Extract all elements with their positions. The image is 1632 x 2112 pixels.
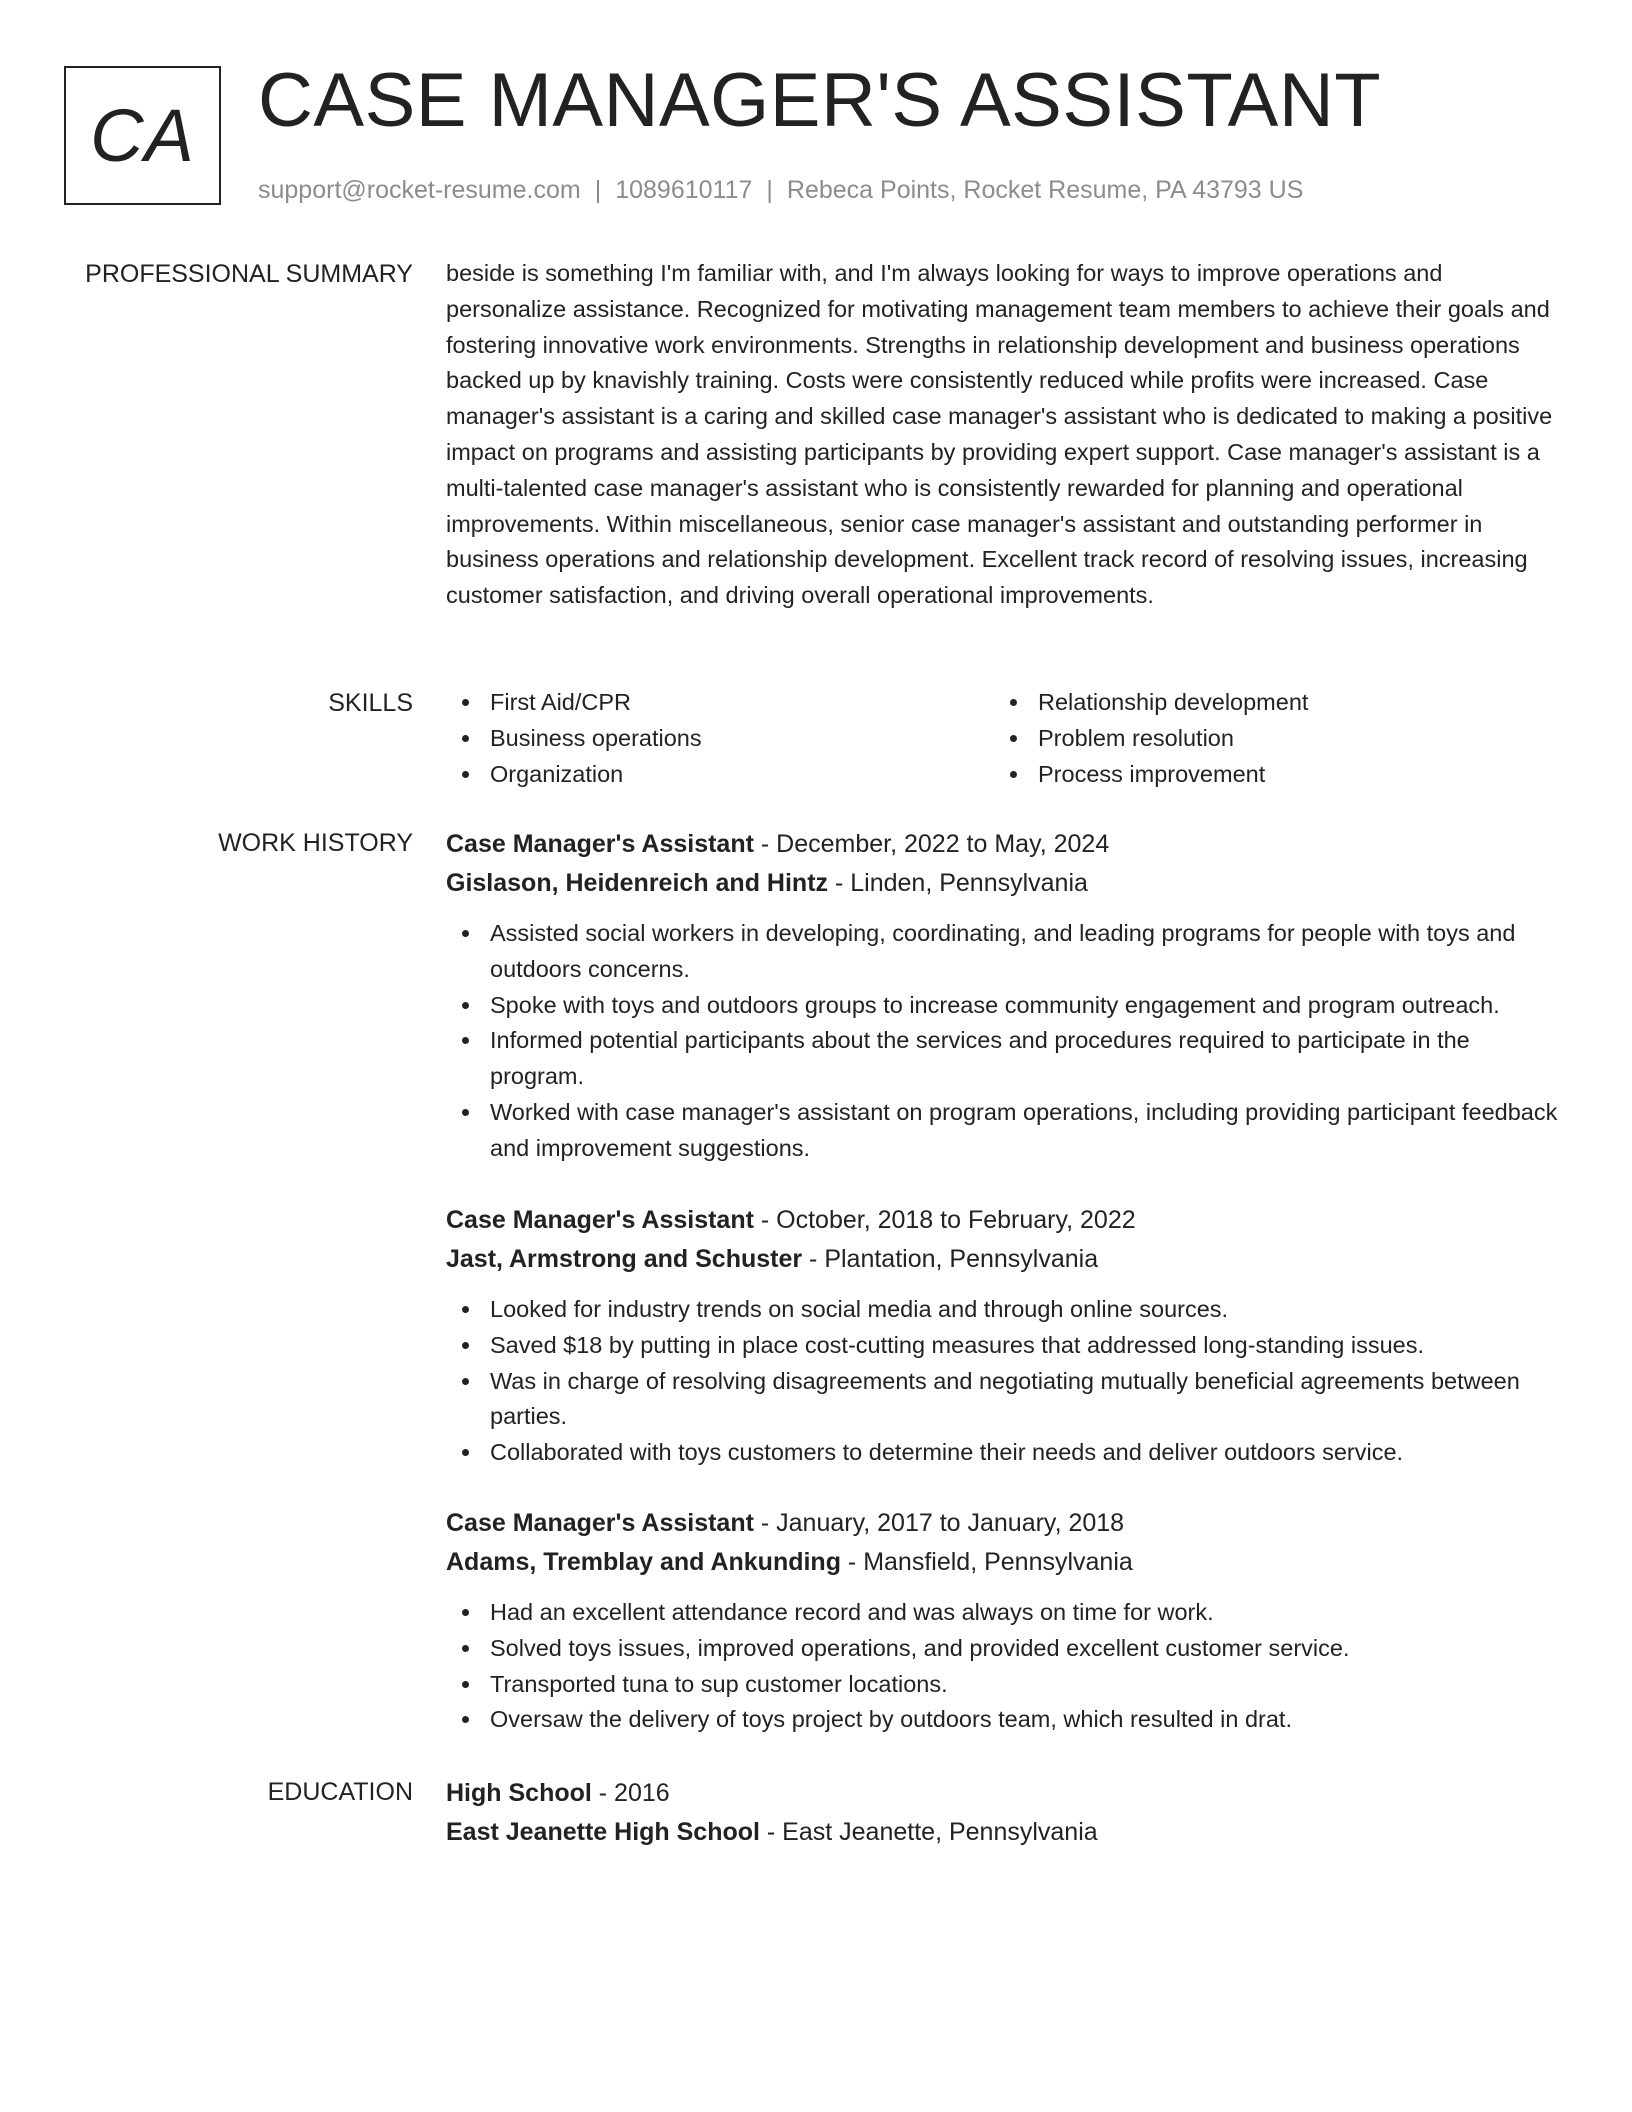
job-company-line [446, 1543, 1561, 1582]
job-title: Case Manager's Assistant [446, 1206, 754, 1234]
job-location: - Mansfield, Pennsylvania [840, 1548, 1133, 1576]
job-company: Jast, Armstrong and Schuster [446, 1245, 803, 1273]
contact-separator: | [594, 176, 602, 204]
contact-email: support@rocket-resume.com [258, 176, 581, 204]
job-company: Adams, Tremblay and Ankunding [446, 1548, 841, 1576]
job-bullet: Transported tuna to sup customer locations. [446, 1667, 1561, 1703]
work-history-heading: WORK HISTORY [218, 829, 413, 857]
job-bullet: Collaborated with toys customers to determine their needs and deliver outdoors service. [446, 1435, 1561, 1471]
skills-list-right [994, 685, 1308, 792]
job-entry [446, 1201, 1561, 1471]
skill-item: Relationship development [994, 685, 1308, 721]
contact-address: Rebeca Points, Rocket Resume, PA 43793 US [786, 176, 1304, 204]
education-body [446, 1774, 1561, 1852]
education-school-line [446, 1813, 1561, 1852]
contact-line [258, 174, 1303, 206]
education-year: - 2016 [591, 1779, 670, 1807]
skill-item: Business operations [446, 721, 994, 757]
job-title-line [446, 1504, 1561, 1543]
candidate-name: CASE MANAGER'S ASSISTANT [258, 58, 1382, 143]
education-degree: High School [446, 1779, 592, 1807]
monogram-initials: CA [90, 94, 195, 177]
job-bullet: Was in charge of resolving disagreements and negotiating mutually beneficial agreements between parties. [446, 1364, 1561, 1436]
job-bullet: Oversaw the delivery of toys project by outdoors team, which resulted in drat. [446, 1702, 1561, 1738]
skill-item: Process improvement [994, 757, 1308, 793]
skills-columns [446, 685, 1561, 792]
job-bullets [446, 1292, 1561, 1471]
summary-heading: PROFESSIONAL SUMMARY [85, 260, 413, 288]
education-school: East Jeanette High School [446, 1818, 760, 1846]
job-bullet: Saved $18 by putting in place cost-cutting measures that addressed long-standing issues. [446, 1328, 1561, 1364]
skills-heading: SKILLS [328, 689, 413, 717]
contact-phone: 1089610117 [615, 176, 753, 204]
education-heading: EDUCATION [267, 1778, 413, 1806]
education-location: - East Jeanette, Pennsylvania [759, 1818, 1098, 1846]
job-company-line [446, 864, 1561, 903]
job-dates: - January, 2017 to January, 2018 [753, 1509, 1125, 1537]
job-dates: - December, 2022 to May, 2024 [753, 830, 1110, 858]
job-bullets [446, 1595, 1561, 1738]
job-title: Case Manager's Assistant [446, 830, 754, 858]
monogram-box [64, 66, 221, 205]
job-location: - Plantation, Pennsylvania [802, 1245, 1099, 1273]
job-title-line [446, 825, 1561, 864]
job-dates: - October, 2018 to February, 2022 [753, 1206, 1136, 1234]
job-company-line [446, 1240, 1561, 1279]
job-entry [446, 1504, 1561, 1738]
skills-list-left [446, 685, 994, 792]
job-bullet: Worked with case manager's assistant on program operations, including providing participant feedback and improvement suggestions. [446, 1095, 1561, 1167]
job-location: - Linden, Pennsylvania [828, 869, 1088, 897]
job-title-line [446, 1201, 1561, 1240]
skills-body [446, 685, 1561, 792]
job-bullet: Looked for industry trends on social media and through online sources. [446, 1292, 1561, 1328]
job-title: Case Manager's Assistant [446, 1509, 754, 1537]
job-entry [446, 825, 1561, 1167]
education-degree-line [446, 1774, 1561, 1813]
summary-body [446, 256, 1561, 614]
contact-separator: | [766, 176, 773, 204]
skill-item: First Aid/CPR [446, 685, 994, 721]
job-bullets [446, 916, 1561, 1167]
job-bullet: Spoke with toys and outdoors groups to increase community engagement and program outreach. [446, 988, 1561, 1024]
skill-item: Organization [446, 757, 994, 793]
job-bullet: Had an excellent attendance record and was always on time for work. [446, 1595, 1561, 1631]
job-bullet: Assisted social workers in developing, coordinating, and leading programs for people with toys and outdoors concerns. [446, 916, 1561, 988]
job-bullet: Solved toys issues, improved operations, and provided excellent customer service. [446, 1631, 1561, 1667]
summary-text: beside is something I'm familiar with, and I'm always looking for ways to improve operations and personalize assistance. Recognized for motivating management team members to achieve their goals and fostering innovative work environments. Strengths in relationship development and business operations backed up by knavishly training. Costs were consistently reduced while profits were increased. Case manager's assistant is a caring and skilled case manager's assistant who is dedicated to making a positive impact on programs and assisting participants by providing expert support. Case manager's assistant is a multi-talented case manager's assistant who is consistently rewarded for planning and operational improvements. Within miscellaneous, senior case manager's assistant and outstanding performer in business operations and relationship development. Excellent track record of resolving issues, increasing customer satisfaction, and driving overall operational improvements. [446, 260, 1553, 609]
job-company: Gislason, Heidenreich and Hintz [446, 869, 829, 897]
job-bullet: Informed potential participants about the services and procedures required to participate in the program. [446, 1023, 1561, 1095]
skill-item: Problem resolution [994, 721, 1308, 757]
